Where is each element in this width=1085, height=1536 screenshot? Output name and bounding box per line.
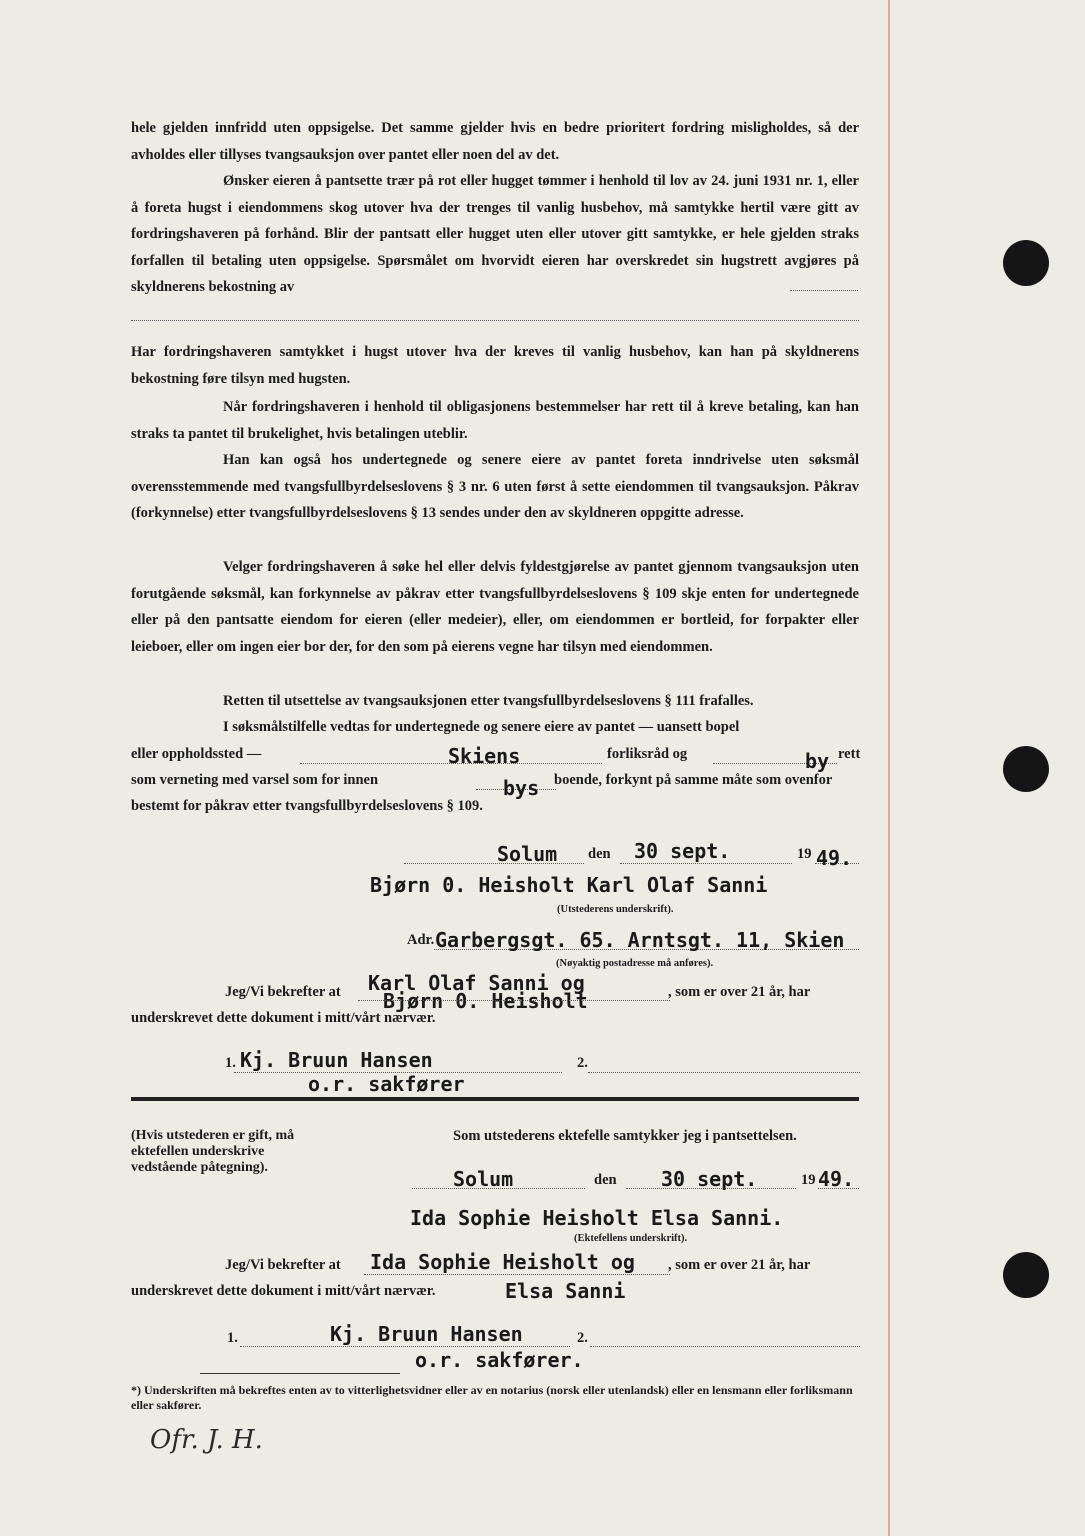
spouse-date: 30 sept. [661, 1167, 758, 1191]
confirm2-suffix: , som er over 21 år, har [668, 1257, 811, 1273]
confirm-prefix: Jeg/Vi bekrefter at [225, 984, 341, 1000]
punch-hole-top [1003, 240, 1049, 286]
fill-line [358, 1000, 670, 1001]
address-caption: (Nøyaktig postadresse må anføres). [556, 958, 714, 969]
witness2-number-1: 1. [227, 1330, 238, 1346]
footnote: *) Underskriften må bekreftes enten av to vitterlighetsvidner eller av en notarius (norsk eller utenlandsk) eller en lensmann eller forliksmann eller sakfører. [131, 1383, 853, 1412]
spouse-year-suffix: 49. [818, 1167, 855, 1191]
spouse-consent: Som utstederens ektefelle samtykker jeg i pantsettelsen. [453, 1128, 797, 1144]
venue-prefix: eller oppholdssted — [131, 746, 262, 762]
spouse-signature-caption: (Ektefellens underskrift). [574, 1233, 688, 1244]
venue-suffix: rett [838, 746, 861, 762]
margin-line [888, 0, 890, 1536]
paragraph-7: Retten til utsettelse av tvangsauksjonen etter tvangsfullbyrdelseslovens § 111 frafalles. [223, 693, 754, 709]
confirm-names-1: Karl Olaf Sanni og [368, 971, 585, 995]
witness-title: o.r. sakfører [308, 1072, 465, 1096]
spouse-note: (Hvis utstederen er gift, må ektefellen underskrive vedstående påtegning). [131, 1128, 295, 1175]
venue-mid: forliksråd og [607, 746, 688, 762]
address-value: Garbergsgt. 65. Arntsgt. 11, Skien [435, 928, 845, 952]
spouse-year-prefix: 19 [801, 1172, 816, 1188]
fill-line [364, 1274, 670, 1275]
den-label: den [588, 846, 611, 862]
footnote-rule [200, 1373, 400, 1374]
confirm-line2: underskrevet dette dokument i mitt/vårt nærvær. [131, 1010, 436, 1026]
punch-hole-bottom [1003, 1252, 1049, 1298]
spouse-place: Solum [453, 1167, 514, 1191]
by-fill: by [805, 749, 830, 773]
paragraph-8: I søksmålstilfelle vedtas for undertegnede og senere eiere av pantet — uansett bopel [223, 719, 740, 735]
issuer-signatures: Bjørn 0. Heisholt Karl Olaf Sanni [370, 873, 768, 897]
issuer-signature-caption: (Utstederens underskrift). [557, 904, 674, 915]
paragraph-3: Har fordringshaveren samtykket i hugst utover hva der kreves til vanlig husbehov, kan han på skyldnerens bekostning føre tilsyn med hugsten. [131, 344, 859, 387]
witness2-title: o.r. sakfører. [415, 1348, 584, 1372]
signing-place: Solum [497, 842, 558, 866]
witness2-name: Kj. Bruun Hansen [330, 1322, 523, 1346]
venue-line2-suffix: boende, forkynt på samme måte som ovenfor [554, 772, 833, 788]
venue-line2-prefix: som verneting med varsel som for innen [131, 772, 379, 788]
address-label: Adr. [407, 932, 435, 948]
paragraph-1: hele gjelden innfridd uten oppsigelse. Det samme gjelder hvis en bedre prioritert fordring misligholdes, så der avholdes eller tillyses tvangsauksjon over pantet eller noen del av det. [131, 120, 859, 163]
paragraph-5: Han kan også hos undertegnede og senere eiere av pantet foreta inndrivelse uten søksmål overensstemmende med tvangsfullbyrdelseslovens § 3 nr. 6 uten først å sette eiendommen til tvangsauksjon. Påkrav (forkynnelse) etter tvangsfullbyrdelseslovens § 13 sendes under den av skyldneren oppgitte adresse. [131, 452, 859, 522]
section-divider [131, 1097, 859, 1101]
witness-number-2: 2. [577, 1055, 588, 1071]
spouse-den: den [594, 1172, 617, 1188]
venue-line3: bestemt for påkrav etter tvangsfullbyrdelseslovens § 109. [131, 798, 483, 814]
year-prefix: 19 [797, 846, 812, 862]
confirm2-name2: Elsa Sanni [505, 1279, 626, 1303]
signing-date: 30 sept. [634, 839, 731, 863]
punch-hole-middle [1003, 746, 1049, 792]
spouse-signatures: Ida Sophie Heisholt Elsa Sanni. [410, 1206, 784, 1230]
bys-fill: bys [503, 776, 540, 800]
court-fill: Skiens [448, 744, 521, 768]
confirm2-prefix: Jeg/Vi bekrefter at [225, 1257, 341, 1273]
witness-number-1: 1. [225, 1055, 236, 1071]
fill-line [590, 1346, 860, 1347]
witness2-number-2: 2. [577, 1330, 588, 1346]
fill-line [131, 320, 859, 321]
confirm2-names: Ida Sophie Heisholt og [370, 1250, 635, 1274]
paragraph-4: Når fordringshaveren i henhold til obligasjonens bestemmelser har rett til å kreve betaling, kan han straks ta pantet til brukelighet, hvis betalingen uteblir. [131, 399, 859, 442]
clerk-initials: Ofr. J. H. [150, 1425, 263, 1455]
confirm-suffix: , som er over 21 år, har [668, 984, 811, 1000]
witness-name: Kj. Bruun Hansen [240, 1048, 433, 1072]
paragraph-6: Velger fordringshaveren å søke hel eller delvis fyldestgjørelse av pantet gjennom tvangsauksjon uten forutgående søksmål, kan forkynnelse av påkrav etter tvangsfullbyrdelseslovens § 109 skje enten for undertegnede eller på den pantsatte eiendom for eieren (eller medeier), eller, om eiendommen er bortleid, for forpakter eller leieboer, eller om ingen eier bor der, for den som på eierens vegne har tilsyn med eiendommen. [131, 559, 859, 655]
year-suffix: 49. [816, 846, 853, 870]
fill-line [790, 290, 858, 291]
paragraph-2: Ønsker eieren å pantsette trær på rot eller hugget tømmer i henhold til lov av 24. juni 1931 nr. 1, eller å foreta hugst i eiendommens skog utover hva der trenges til vanlig husbehov, må samtykke hertil være gitt av fordringshaveren på forhånd. Blir der pantsatt eller hugget uten eller utover gitt samtykke, er hele gjelden straks forfallen til betaling uten oppsigelse. Spørsmålet om hvorvidt eieren har overskredet sin hugstrett avgjøres på skyldnerens bekostning av [131, 173, 859, 296]
fill-line [620, 863, 792, 864]
fill-line [588, 1072, 860, 1073]
confirm2-line2: underskrevet dette dokument i mitt/vårt nærvær. [131, 1283, 436, 1299]
confirm-names-2: Bjørn 0. Heisholt [383, 989, 588, 1013]
fill-line [240, 1346, 570, 1347]
